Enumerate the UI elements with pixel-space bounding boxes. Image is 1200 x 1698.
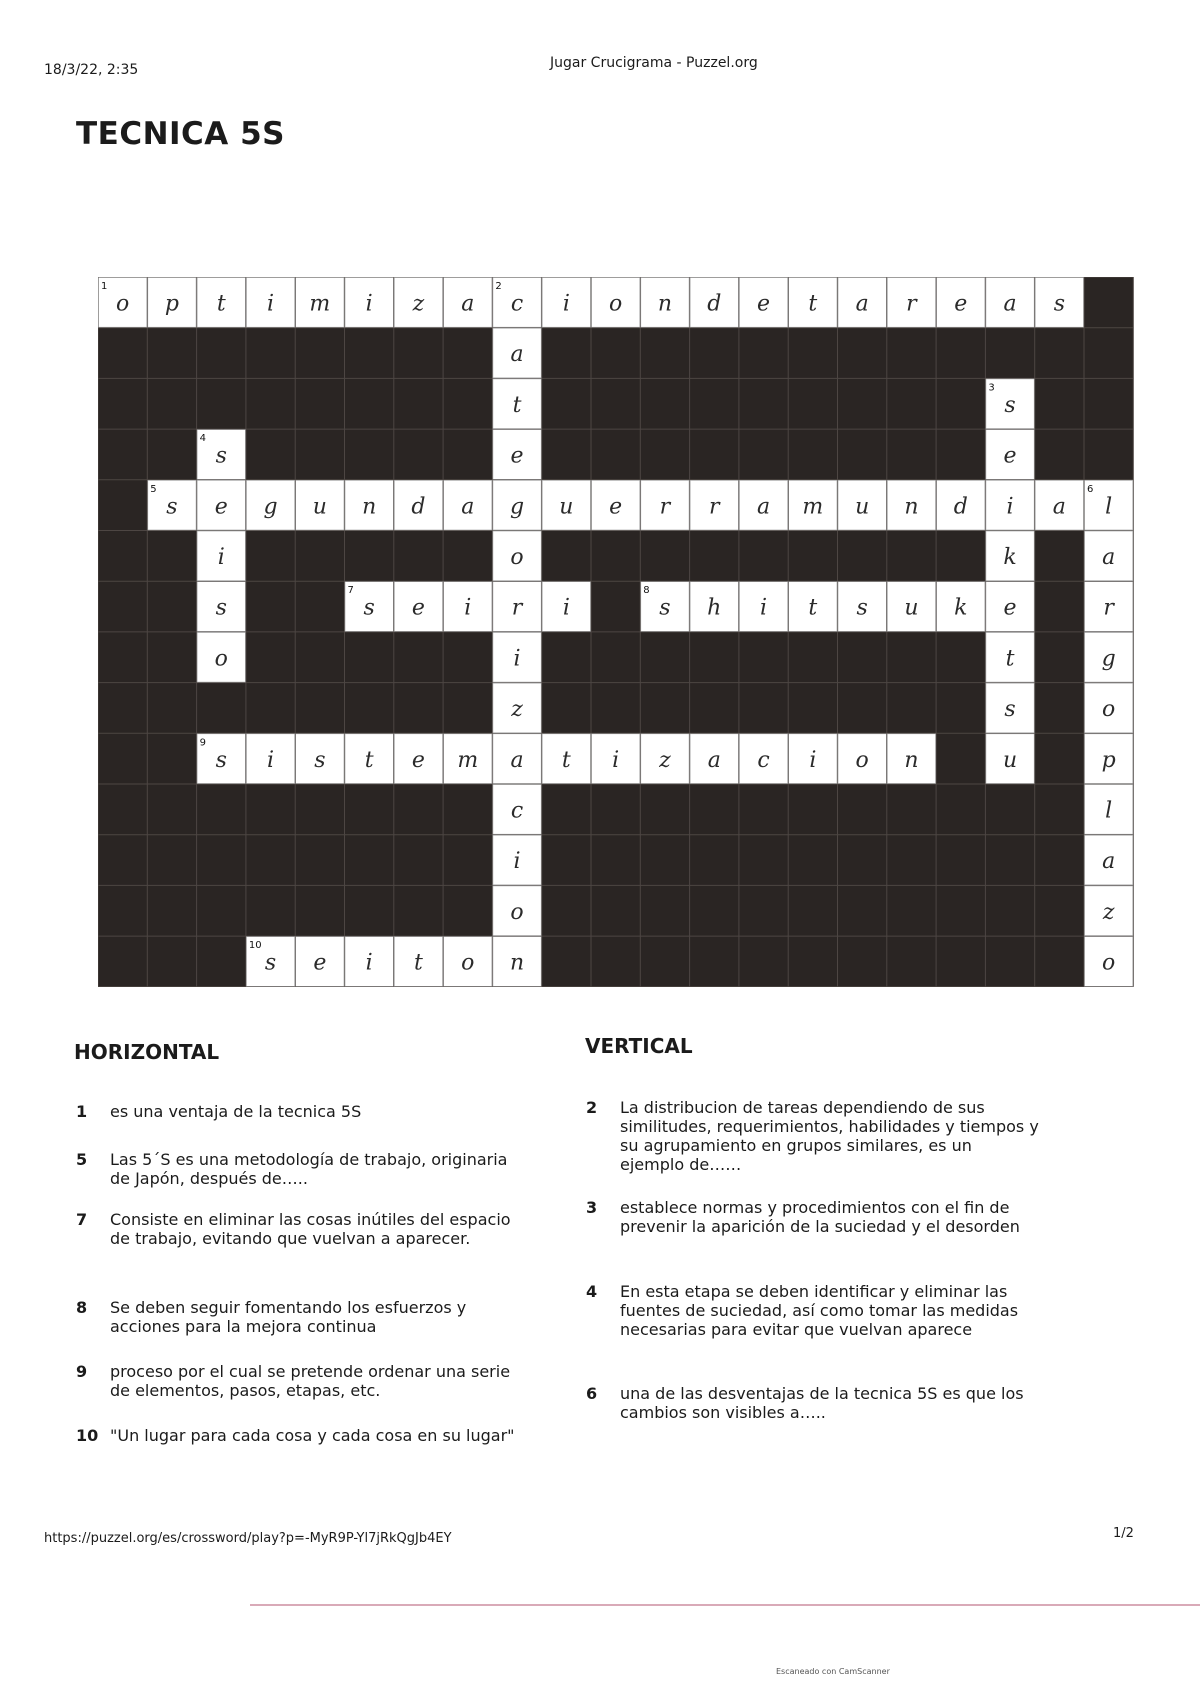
- cell-letter: z: [412, 291, 425, 317]
- cell-letter: a: [510, 342, 524, 368]
- cell-letter: t: [808, 291, 818, 317]
- cell-letter: n: [904, 747, 919, 773]
- cell-letter: z: [1102, 899, 1115, 925]
- divider-line: [250, 1604, 1200, 1606]
- cell-letter: d: [707, 291, 722, 317]
- cell-letter: s: [856, 595, 868, 621]
- cell-letter: s: [215, 443, 227, 469]
- clue-number: 5: [76, 1150, 88, 1169]
- cell-letter: o: [510, 544, 524, 570]
- cell-letter: d: [411, 494, 426, 520]
- cell-letter: e: [609, 494, 623, 520]
- cell-letter: u: [904, 595, 919, 621]
- cell-letter: i: [760, 595, 768, 621]
- cell-number: 7: [347, 585, 354, 597]
- cell-letter: o: [609, 291, 623, 317]
- cell-number: 9: [199, 737, 206, 749]
- cell-letter: u: [855, 494, 870, 520]
- cell-letter: z: [511, 697, 523, 723]
- cell-letter: n: [509, 950, 525, 976]
- crossword-grid: [98, 277, 1134, 987]
- cell-letter: d: [953, 494, 968, 520]
- cell-letter: s: [264, 950, 277, 976]
- cell-letter: c: [510, 798, 524, 824]
- cell-letter: i: [217, 544, 225, 570]
- cell-letter: a: [707, 747, 721, 773]
- cell-letter: i: [513, 646, 521, 672]
- cell-number: 1: [101, 281, 108, 292]
- cell-letter: s: [215, 747, 227, 773]
- cell-letter: n: [362, 494, 377, 520]
- cell-letter: a: [510, 747, 524, 773]
- cell-letter: s: [1004, 392, 1016, 418]
- cell-number: 5: [150, 483, 157, 495]
- cell-letter: p: [1101, 747, 1116, 773]
- clue-text: Se deben seguir fomentando los esfuerzos y acciones para la mejora continua: [110, 1298, 467, 1336]
- cell-letter: n: [657, 291, 673, 317]
- cell-letter: i: [267, 291, 275, 317]
- cell-letter: u: [1002, 747, 1018, 773]
- cell-letter: o: [1102, 950, 1116, 976]
- cell-letter: a: [855, 291, 869, 317]
- cell-letter: o: [855, 747, 869, 773]
- cell-number: 6: [1087, 483, 1094, 495]
- cell-letter: s: [314, 747, 326, 773]
- cell-letter: u: [559, 494, 574, 520]
- clue-text: es una ventaja de la tecnica 5S: [110, 1102, 362, 1121]
- cell-letter: i: [365, 291, 373, 317]
- cell-letter: a: [461, 291, 475, 317]
- clue-number: 7: [76, 1210, 88, 1229]
- cell-letter: m: [309, 291, 331, 317]
- cell-letter: c: [757, 747, 770, 773]
- cell-letter: e: [411, 595, 425, 621]
- cell-letter: e: [313, 950, 327, 976]
- header-site-title: Jugar Crucigrama - Puzzel.org: [550, 55, 758, 71]
- cell-letter: h: [707, 595, 722, 621]
- cell-letter: g: [263, 494, 278, 520]
- cell-letter: o: [461, 950, 475, 976]
- cell-letter: s: [1053, 291, 1065, 317]
- horizontal-title: HORIZONTAL: [74, 1040, 220, 1064]
- cell-letter: e: [510, 443, 524, 469]
- clue-number: 10: [76, 1426, 99, 1445]
- cell-letter: l: [1105, 798, 1113, 824]
- cell-letter: i: [1006, 494, 1014, 520]
- cell-letter: a: [1102, 544, 1116, 570]
- header-date: 18/3/22, 2:35: [44, 62, 139, 78]
- cell-letter: i: [513, 849, 521, 875]
- cell-letter: t: [216, 291, 226, 317]
- cell-letter: i: [365, 950, 373, 976]
- cell-letter: m: [802, 494, 824, 520]
- cell-letter: r: [1103, 595, 1114, 621]
- cell-letter: e: [1003, 443, 1017, 469]
- cell-letter: i: [464, 595, 472, 621]
- cell-letter: t: [364, 747, 374, 773]
- clue-number: 1: [76, 1102, 88, 1121]
- cell-letter: e: [411, 747, 425, 773]
- cell-letter: s: [363, 595, 375, 621]
- cell-letter: e: [1003, 595, 1017, 621]
- cell-letter: t: [512, 392, 522, 418]
- cell-letter: i: [809, 747, 817, 773]
- cell-letter: a: [756, 494, 771, 520]
- cell-number: 4: [199, 433, 206, 445]
- puzzle-title: TECNICA 5S: [76, 116, 285, 152]
- clue-number: 8: [76, 1298, 88, 1317]
- cell-letter: l: [1105, 494, 1113, 520]
- cell-letter: a: [461, 494, 475, 520]
- cell-letter: s: [1004, 697, 1016, 723]
- clue-text: proceso por el cual se pretende ordenar una serie de elementos, pasos, etapas, etc.: [110, 1362, 511, 1400]
- clue-text: En esta etapa se deben identificar y eliminar las fuentes de suciedad, así como tomar las medidas necesarias para evitar que vuelvan aparece: [620, 1282, 1019, 1339]
- cell-letter: e: [757, 291, 771, 317]
- cell-letter: t: [561, 747, 571, 773]
- cell-letter: z: [659, 747, 671, 773]
- cell-letter: r: [906, 291, 917, 317]
- cell-letter: g: [510, 494, 525, 520]
- clue-text: Las 5´S es una metodología de trabajo, originaria de Japón, después de…..: [110, 1150, 508, 1188]
- clue-number: 9: [76, 1362, 88, 1381]
- cell-letter: c: [510, 291, 524, 317]
- cell-letter: g: [1101, 646, 1116, 672]
- cell-letter: i: [562, 595, 570, 621]
- cell-letter: m: [457, 747, 479, 773]
- cell-letter: r: [511, 595, 523, 621]
- cell-number: 2: [495, 281, 502, 292]
- cell-letter: o: [214, 646, 228, 672]
- clue-text: establece normas y procedimientos con el fin de prevenir la aparición de la suciedad y el desorden: [620, 1198, 1020, 1236]
- cell-letter: p: [164, 291, 179, 317]
- cell-letter: r: [659, 494, 671, 520]
- cell-letter: o: [510, 899, 524, 925]
- cell-letter: a: [1003, 291, 1017, 317]
- cell-letter: o: [1102, 697, 1116, 723]
- cell-letter: i: [612, 747, 620, 773]
- footer-page-number: 1/2: [1113, 1526, 1134, 1541]
- clue-number: 4: [586, 1282, 598, 1301]
- cell-letter: e: [214, 494, 228, 520]
- footer-url: https://puzzel.org/es/crossword/play?p=-MyR9P-Yl7jRkQgJb4EY: [44, 1531, 452, 1546]
- cell-letter: s: [215, 595, 227, 621]
- cell-letter: t: [1005, 646, 1015, 672]
- clue-text: La distribucion de tareas dependiendo de sus similitudes, requerimientos, habilidades y tiempos y su agrupamiento en grupos similares, es un ejemplo de……: [620, 1098, 1039, 1174]
- cell-letter: i: [267, 747, 275, 773]
- cell-letter: s: [659, 595, 671, 621]
- cell-letter: e: [954, 291, 968, 317]
- cell-letter: s: [166, 494, 178, 520]
- clue-number: 6: [586, 1384, 598, 1403]
- cell-letter: k: [954, 595, 968, 621]
- cell-letter: o: [116, 291, 130, 317]
- scanner-watermark: Escaneado con CamScanner: [776, 1667, 890, 1676]
- clue-number: 2: [586, 1098, 598, 1117]
- cell-letter: k: [1003, 544, 1017, 570]
- cell-letter: t: [808, 595, 818, 621]
- cell-number: 10: [248, 940, 262, 952]
- clue-text: "Un lugar para cada cosa y cada cosa en su lugar": [110, 1426, 515, 1445]
- clue-text: una de las desventajas de la tecnica 5S es que los cambios son visibles a…..: [620, 1384, 1024, 1422]
- cell-letter: u: [312, 494, 327, 520]
- cell-letter: i: [562, 291, 570, 317]
- cell-number: 3: [988, 382, 995, 394]
- cell-number: 8: [643, 585, 650, 597]
- clue-text: Consiste en eliminar las cosas inútiles del espacio de trabajo, evitando que vuelvan a aparecer.: [110, 1210, 511, 1248]
- clue-number: 3: [586, 1198, 598, 1217]
- cell-letter: a: [1102, 849, 1116, 875]
- cell-letter: r: [708, 494, 720, 520]
- vertical-title: VERTICAL: [585, 1034, 693, 1058]
- cell-letter: a: [1052, 494, 1066, 520]
- cell-letter: t: [414, 950, 423, 976]
- cell-letter: n: [904, 494, 919, 520]
